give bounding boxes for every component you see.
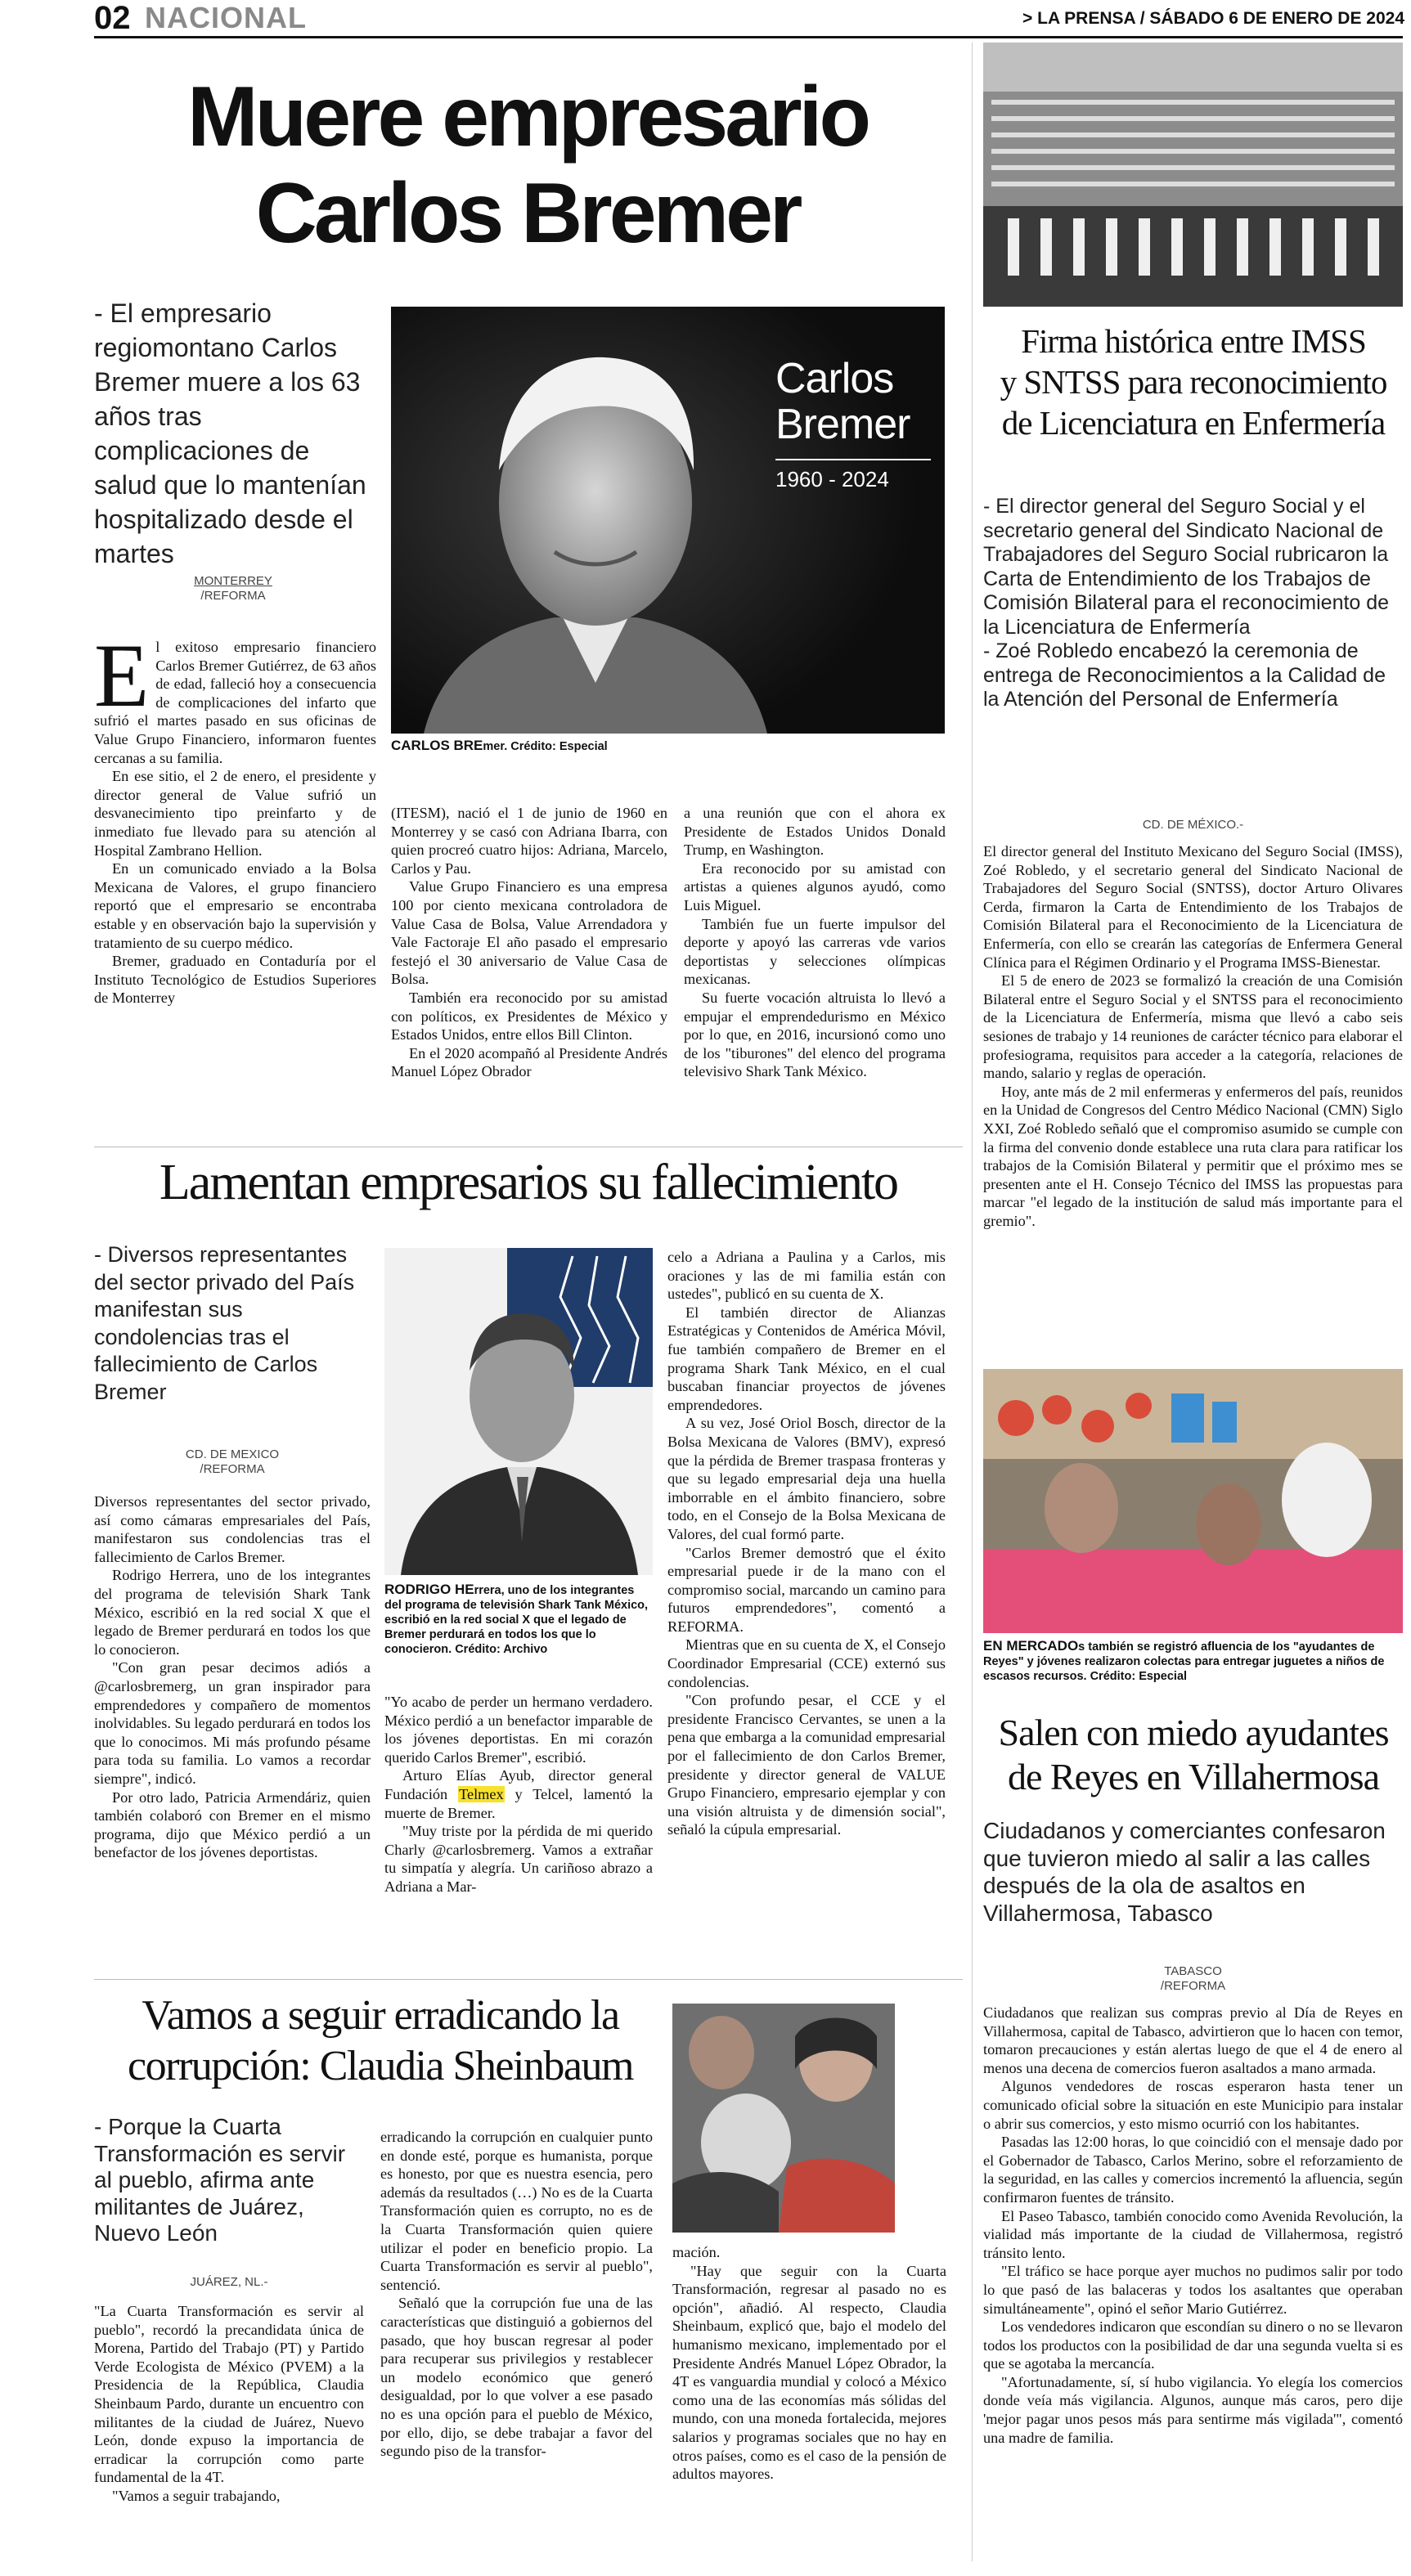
story1-dateline — [94, 574, 372, 604]
story5-p2: "Vamos a seguir trabajando, — [112, 2487, 281, 2504]
story3-p4: Por otro lado, Patricia Armendáriz, quien también colaboró con Bremer en el mismo programa, dijo que México perdió a un benefactor de los jóvenes deportistas. — [94, 1788, 371, 1861]
story3-p11: "Carlos Bremer demostró que el éxito empresarial puede ir de la mano con el compromiso social, marcando un camino para futuros emprendedores", comentó a REFORMA. — [667, 1544, 946, 1635]
story2-headline-line2: y SNTSS para reconocimiento — [1000, 363, 1387, 401]
story1-headline-line2: Carlos Bremer — [255, 166, 800, 261]
story4-p2: Algunos vendedores de roscas esperaron hasta tener un comunicado oficial sobre la situación en este Municipio para instalar o abrir sus comercios, y esto mismo ocurrió con los habitantes. — [983, 2078, 1403, 2132]
sheinbaum-crowd-illustration — [672, 2004, 895, 2233]
story1-p7: También era reconocido por su amistad con políticos, ex Presidentes de México y Estados Unidos, entre ellos Bill Clinton. — [391, 989, 667, 1043]
story2-headline-line3: de Licenciatura en Enfermería — [1001, 404, 1386, 442]
story3-p3: "Con gran pesar decimos adiós a @carlosbremerg, un gran inspirador para emprendedores y compañero de momentos inolvidables. Su legado perdurará en todos los que lo conocimos. Mi más profundo pésame para toda su familia. Lo vamos a recordar siempre", indicó. — [94, 1659, 371, 1787]
story1-p3: En un comunicado enviado a la Bolsa Mexicana de Valores, el grupo financiero reportó que el empresario se encontraba estable y en observación bajo la supervisión y tratamiento de su cuerpo médico. — [94, 860, 376, 951]
story4-p4: El Paseo Tabasco, también conocido como Avenida Revolución, la vialidad más importante de la ciudad de Villahermosa, registró tránsito lento. — [983, 2207, 1403, 2261]
story3-p8: celo a Adriana a Paulina y a Carlos, mis oraciones y las de mi familia están con ustedes", publicó en su cuenta de X. — [667, 1249, 946, 1303]
header-rule — [94, 36, 1403, 38]
story3-caption-rest: rrera, uno de los integrantes del programa de televisión Shark Tank México, escribió en la red social X que el legado de Bremer perdurará en todos los que lo conocieron. Crédito: Archivo — [384, 1584, 649, 1656]
story3-arturo-pre: Arturo Elías Ayub, director general Fundación — [384, 1767, 653, 1802]
story3-p2: Rodrigo Herrera, uno de los integrantes del programa de televisión Shark Tank México, escribió en la red social X que el legado de Bremer perdurará en todos los que lo conocieron. — [94, 1567, 371, 1658]
story3-p1: Diversos representantes del sector privado, así como cámaras empresariales del País, manifestaron sus condolencias tras el fallecimiento de Carlos Bremer. — [94, 1493, 371, 1565]
story3-caption — [384, 1582, 653, 1657]
story3-p12: Mientras que en su cuenta de X, el Consejo Coordinador Empresarial (CCE) externó sus condolencias. — [667, 1636, 946, 1690]
page-header — [94, 0, 1411, 36]
story2-deck — [983, 495, 1403, 712]
story1-col1 — [94, 626, 376, 1008]
story1-col2 — [391, 804, 667, 1081]
story1-p6: Value Grupo Financiero es una empresa 100 por ciento mexicana controladora de Value Casa de Bolsa, Value Arrendadora y Vale Factoraje El año pasado el empresario festejó el 30 aniversario de Value Casa de Bolsa. — [391, 878, 667, 988]
story1-headline-line1: Muere empresario — [187, 70, 868, 164]
story4-p7: "Afortunadamente, sí, sí hubo vigilancia. Yo elegía los comercios donde veía más vigilancia. Algunos, aunque más caros, pero dije 'mejor pagar unos pesos más para sentirme más vigilada'", comentó una madre de familia. — [983, 2373, 1403, 2446]
story5-col3 — [672, 2243, 946, 2484]
story5-col2 — [380, 2128, 653, 2461]
story1-caption-bold: CARLOS BRE — [391, 738, 483, 753]
story1-p9: a una reunión que con el ahora ex Presidente de Estados Unidos Donald Trump, en Washington. — [684, 805, 946, 859]
story3-dateline-source: /REFORMA — [200, 1462, 265, 1476]
story2-p1: El director general del Instituto Mexicano del Seguro Social (IMSS), Zoé Robledo, y el secretario general del Sindicato Nacional de Trabajadores del Seguro Social (SNTSS), doctor Arturo Olivares Cerda, firmaron la Carta de Entendimiento de los Trabajos de Comisión Bilateral para el Reconocimiento de la Licenciatura de Enfermería, con ello se crearán las categorías de Enfermera General Clínica para el Régimen Ordinario y el Programa IMSS-Bienestar. — [983, 843, 1403, 971]
story5-photo — [672, 2004, 895, 2233]
photo-name-line1: Carlos — [775, 355, 894, 402]
story1-p12: Su fuerte vocación altruista lo llevó a empujar el emprendedurismo en México por lo que, en 2016, incursionó como uno de los "tiburones" del elenco del programa televisivo Shark Tank México. — [684, 989, 946, 1080]
story2-dateline: CD. DE MÉXICO.- — [1142, 818, 1244, 832]
story4-caption-rest: s también se registró afluencia de los "ayudantes de Reyes" y jóvenes realizaron colectas para entregar juguetes a niños de escasos recursos. Crédito: Especial — [983, 1640, 1385, 1683]
story3-col3 — [667, 1248, 946, 1839]
right-column-rule — [972, 43, 973, 2561]
story3-p6 — [384, 1766, 653, 1822]
story5-headline-line1: Vamos a seguir erradicando la — [142, 1992, 619, 2039]
story1-photo — [391, 307, 945, 734]
story5-top-rule — [94, 1979, 963, 1980]
market-illustration — [983, 1369, 1403, 1633]
story4-p3: Pasadas las 12:00 horas, lo que coincidió con el mensaje dado por el Gobernador de Tabasco, Carlos Merino, sobre el reforzamiento de la seguridad, en las calles y comercios incrementó la afluencia, según confirmaron fuentes de tránsito. — [983, 2134, 1403, 2206]
story4-caption — [983, 1639, 1403, 1684]
story2-headline-line1: Firma histórica entre IMSS — [1021, 322, 1366, 360]
story4-deck: Ciudadanos y comerciantes confesaron que tuvieron miedo al salir a las calles después de la ola de asaltos en Villahermosa, Tabasco — [983, 1818, 1386, 1926]
story5-dateline: JUÁREZ, NL.- — [190, 2275, 268, 2289]
story2-body — [983, 842, 1403, 1230]
rodrigo-portrait — [384, 1248, 653, 1575]
story4-p6: Los vendedores indicaron que escondían su dinero o no se llevaron todos los productos con la posibilidad de dar una segunda vuelta si es que se agotaba la mercancía. — [983, 2318, 1403, 2372]
story2-p3: Hoy, ante más de 2 mil enfermeras y enfermeros del país, reunidos en la Unidad de Congresos del Centro Médico Nacional (CMN) Siglo XXI, Zoé Robledo señaló que el compromiso asumido se cumple con la firma del convenio donde establece una ruta clara para ratificar los trabajos de la Comisión Bilateral y permitir que el próximo mes se presenten ante el H. Consejo Técnico del IMSS las propuestas para marcar "el legado de la institución de salud más importante para el gremio". — [983, 1083, 1403, 1229]
story5-p5: mación. — [672, 2244, 721, 2260]
story4-headline-line1: Salen con miedo ayudantes — [998, 1712, 1389, 1753]
story2-photo — [983, 43, 1403, 307]
story2-p2: El 5 de enero de 2023 se formalizó la creación de una Comisión Bilateral entre el Seguro Social y el SNTSS para el reconocimiento de la Licenciatura de Enfermería, misma que llevó a cabo seis sesiones de trabajo y 14 reuniones de carácter técnico para elaborar el profesiograma, requisitos para acceder a la categoría, relaciones de mando, salario y reglas de operación. — [983, 972, 1403, 1082]
story1-caption — [391, 738, 945, 754]
dropcap: E — [94, 626, 150, 725]
story4-dateline — [983, 1964, 1403, 1994]
story5-col1 — [94, 2302, 364, 2506]
photo-name-line2: Bremer — [775, 401, 910, 448]
story3-arturo-post: y Telcel, lamentó la muerte de Bremer. — [384, 1785, 653, 1821]
story5-deck: - Porque la Cuarta Transformación es servir al pueblo, afirma ante militantes de Juárez, Nuevo León — [94, 2114, 346, 2246]
story4-dateline-city: TABASCO — [1164, 1964, 1222, 1978]
story1-p8: En el 2020 acompañó al Presidente Andrés Manuel López Obrador — [391, 1044, 667, 1080]
story3-photo — [384, 1248, 653, 1575]
masthead-date: > LA PRENSA / SÁBADO 6 DE ENERO DE 2024 — [1022, 9, 1404, 28]
page-number: 02 — [94, 0, 131, 36]
story1-p5: (ITESM), nació el 1 de junio de 1960 en Monterrey y se casó con Adriana Ibarra, con quien procreó cuatro hijos: Adriana, Marcelo, Carlos y Pau. — [391, 805, 667, 877]
story3-deck: - Diversos representantes del sector privado del País manifestan sus condolencias tras el fallecimiento de Carlos Bremer — [94, 1242, 355, 1404]
story3-p7: "Muy triste por la pérdida de mi querido Charly @carlosbremerg. Vamos a extrañar tu simpatía y alegría. Un cariñoso abrazo a Adriana a Mar- — [384, 1823, 653, 1895]
story4-photo — [983, 1369, 1403, 1633]
story1-p2: En ese sitio, el 2 de enero, el presidente y director general de Value sufrió un desvanecimiento tipo preinfarto y de inmediato fue llevado para su atención al Hospital Zambrano Hellion. — [94, 768, 376, 859]
story5-p1: "La Cuarta Transformación es servir al pueblo", recordó la precandidata única de Morena, Partido del Trabajo (PT) y Partido Verde Ecologista de México (PVEM) a la Presidencia de la República, Claudia Sheinbaum Pardo, durante un encuentro con militantes de la ciudad de Juárez, Nuevo León, donde expuso la importancia de erradicar la corrupción como parte fundamental de la 4T. — [94, 2303, 364, 2486]
story3-col1 — [94, 1492, 371, 1862]
story1-p11: También fue un fuerte impulsor del deporte y apoyó las carreras vde varios deportistas y selecciones olímpicas mexicanas. — [684, 915, 946, 988]
story3-headline: Lamentan empresarios su fallecimiento — [159, 1155, 898, 1210]
story3-p5: "Yo acabo de perder un hermano verdadero. México perdió a un benefactor imparable de los jóvenes deportistas. En mi corazón querido Carlos Bremer", escribió. — [384, 1694, 653, 1766]
story2-headline — [980, 321, 1407, 443]
story1-p1: l exitoso empresario financiero Carlos Bremer Gutiérrez, de 63 años de edad, falleció hoy a consecuencia de complicaciones del infarto que sufrió el martes pasado en sus oficinas de Value Grupo Financiero, informaron fuentes cercanas a su familia. — [94, 639, 376, 766]
section-name: NACIONAL — [145, 1, 307, 34]
photo-name-block — [775, 356, 931, 491]
telmex-highlight: Telmex — [459, 1785, 504, 1802]
story5-p4: Señaló que la corrupción fue una de las características que distinguió a gobiernos del pasado, que hoy buscan regresar al poder para recuperar sus privilegios y restablecer un modelo económico que generó desigualdad, por lo que volver a ese pasado no es una opción para el pueblo de México, por ello, dijo, se debe trabajar a favor del segundo piso de la transfor- — [380, 2295, 653, 2460]
story4-headline — [980, 1711, 1407, 1799]
story5-p3: erradicando la corrupción en cualquier punto en donde esté, porque es humanista, porque es honesto, por que es nuestra esencia, pero además da resultados (…) No es de la Cuarta Transformación quien es corrupto, no es de la Cuarta Transformación quien quiere utilizar el poder en beneficio propio. La Cuarta Transformación es servir al pueblo", sentenció. — [380, 2129, 653, 2293]
story2-deck1: - El director general del Seguro Social y el secretario general del Sindicato Nacional de Trabajadores del Seguro Social rubricaron la Carta de Entendimiento de los Trabajos de Comisión Bilateral para el reconocimiento de la Licenciatura de Enfermería — [983, 495, 1390, 639]
story4-headline-line2: de Reyes en Villahermosa — [1008, 1756, 1379, 1797]
story4-body — [983, 2004, 1403, 2447]
story1-p4: Bremer, graduado en Contaduría por el Instituto Tecnológico de Estudios Superiores de Monterrey — [94, 953, 376, 1007]
story5-headline — [94, 1990, 667, 2092]
story5-headline-line2: corrupción: Claudia Sheinbaum — [128, 2043, 633, 2089]
auditorium-illustration — [983, 43, 1403, 307]
story3-p9: El también director de Alianzas Estratégicas y Contenidos de América Móvil, fue también compañero de Bremer en el programa Shark Tank México, en el cual buscaban financiar proyectos de jóvenes emprendedores. — [667, 1304, 946, 1413]
story5-p6: "Hay que seguir con la Cuarta Transformación, regresar al pasado no es opción", añadió. Al respecto, Claudia Sheinbaum, explicó que, bajo el modelo del humanismo mexicano, implementado por el Presidente Andrés Manuel López Obrador, la 4T es vanguardia mundial y colocó a México como una de las economías más sólidas del mundo, con una moneda fortalecida, mejores salarios y programas sociales que no hay en otros países, como es el caso de la pensión de adultos mayores. — [672, 2262, 946, 2483]
story4-p5: "El tráfico se hace porque ayer muchos no pudimos salir por todo lo que pasó de las balaceras y todos los asaltantes que operaban simultáneamente", opinó el señor Mario Gutiérrez. — [983, 2263, 1403, 2317]
story4-caption-bold: EN MERCADO — [983, 1638, 1079, 1654]
story4-p1: Ciudadanos que realizan sus compras previo al Día de Reyes en Villahermosa, capital de Tabasco, advirtieron que lo hacen con temor, tomaron precauciones y están alertas luego de que el 4 de enero al menos una decena de comercios fueron asaltados a mano armada. — [983, 2004, 1403, 2076]
story2-deck2: - Zoé Robledo encabezó la ceremonia de entrega de Reconocimientos a la Calidad de la Atención del Personal de Enfermería — [983, 640, 1386, 711]
story1-headline — [94, 69, 961, 262]
story3-p10: A su vez, José Oriol Bosch, director de la Bolsa Mexicana de Valores (BMV), expresó que la pérdida de Bremer traspasa fronteras y que su legado empresarial deja una huella imborrable en el ámbito financiero, sobre todo, en el Consejo de la Bolsa Mexicana de Valores, del cual formó parte. — [667, 1415, 946, 1542]
story1-col3 — [684, 804, 946, 1081]
story1-p10: Era reconocido por su amistad con artistas a quienes algunos ayudó, como Luis Miguel. — [684, 859, 946, 913]
story4-dateline-source: /REFORMA — [1160, 1979, 1226, 1993]
photo-years: 1960 - 2024 — [775, 459, 931, 491]
story1-caption-rest: mer. Crédito: Especial — [483, 740, 608, 753]
story1-dateline-source: /REFORMA — [200, 589, 266, 603]
story3-dateline — [94, 1447, 371, 1477]
story1-dateline-city: MONTERREY — [194, 574, 272, 588]
story3-caption-bold: RODRIGO HE — [384, 1582, 474, 1597]
story3-p13: "Con profundo pesar, el CCE y el presidente Francisco Cervantes, se unen a la pena que embarga a la comunidad empresarial por el fallecimiento de don Carlos Bremer, presidente y director general de VALUE Grupo Financiero, empresario ejemplar y con una visión altruista y de dimensión social", señaló la cúpula empresarial. — [667, 1692, 946, 1838]
story1-deck: - El empresario regiomontano Carlos Bremer muere a los 63 años tras complicaciones de salud que lo mantenían hospitalizado desde el martes — [94, 298, 366, 568]
story3-dateline-city: CD. DE MEXICO — [185, 1447, 280, 1461]
story3-col2 — [384, 1693, 653, 1896]
